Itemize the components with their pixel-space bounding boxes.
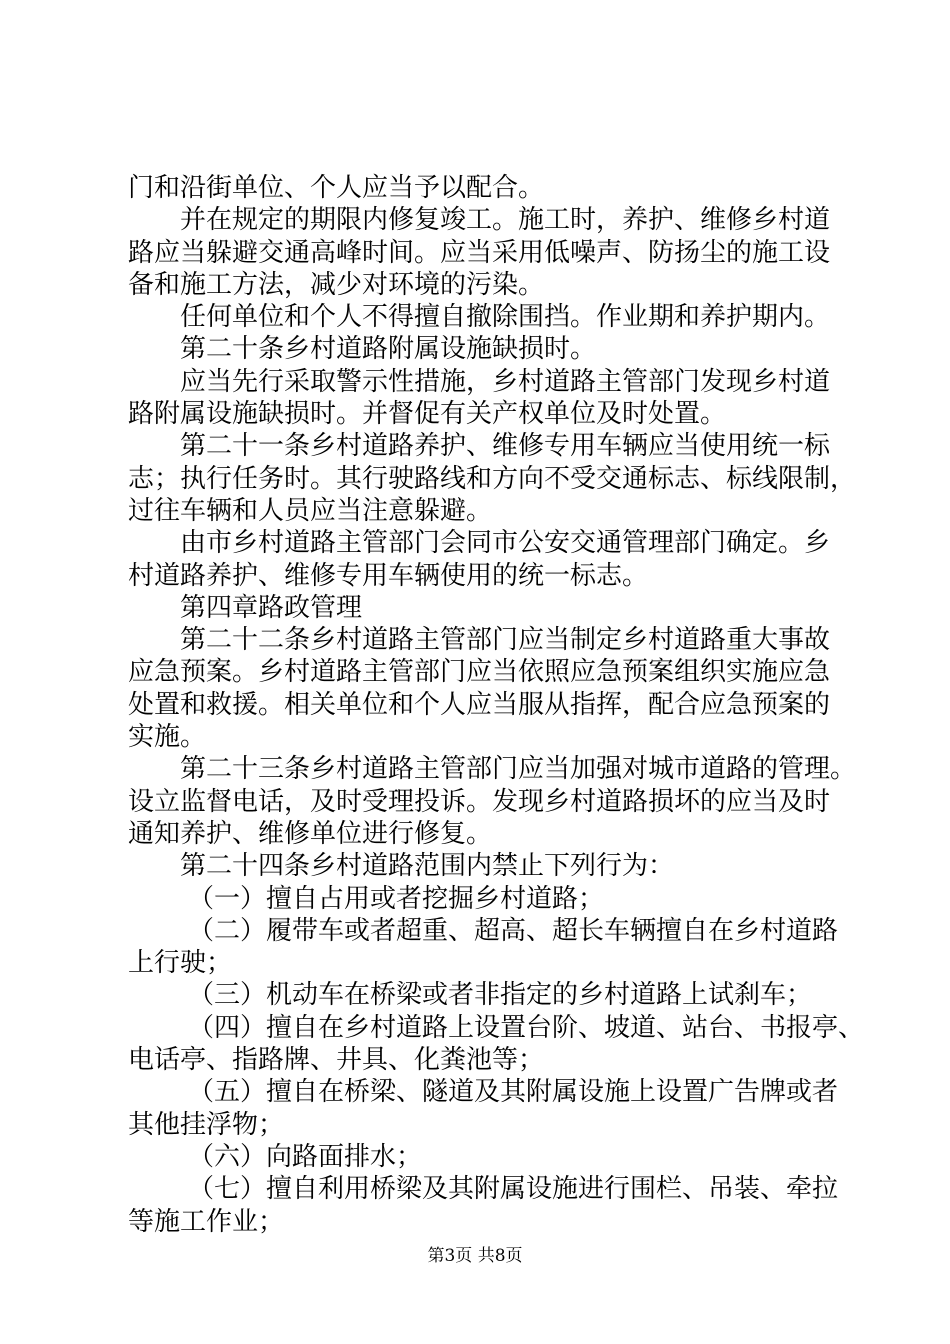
- text-line: 第二十条乡村道路附属设施缺损时。: [180, 334, 597, 365]
- text-line: 由市乡村道路主管部门会同市公安交通管理部门确定。乡: [180, 528, 831, 559]
- text-line: 村道路养护、维修专用车辆使用的统一标志。: [128, 560, 649, 591]
- text-line: 第二十二条乡村道路主管部门应当制定乡村道路重大事故: [180, 625, 831, 656]
- text-line: 其他挂浮物；: [128, 1109, 285, 1140]
- text-line: 备和施工方法，减少对环境的污染。: [128, 269, 545, 300]
- text-line: 应当先行采取警示性措施，乡村道路主管部门发现乡村道: [180, 366, 831, 397]
- text-line: （四）擅自在乡村道路上设置台阶、坡道、站台、书报亭、: [188, 1012, 865, 1043]
- text-line: （五）擅自在桥梁、隧道及其附属设施上设置广告牌或者: [188, 1077, 839, 1108]
- text-line: （一）擅自占用或者挖掘乡村道路；: [188, 883, 605, 914]
- text-line: （六）向路面排水；: [188, 1141, 423, 1172]
- text-line: （七）擅自利用桥梁及其附属设施进行围栏、吊装、牵拉: [188, 1174, 839, 1205]
- text-line: 处置和救援。相关单位和个人应当服从指挥，配合应急预案的: [128, 689, 831, 720]
- text-line: （三）机动车在桥梁或者非指定的乡村道路上试刹车；: [188, 980, 813, 1011]
- text-line: 并在规定的期限内修复竣工。施工时，养护、维修乡村道: [180, 205, 831, 236]
- text-line: 志；执行任务时。其行驶路线和方向不受交通标志、标线限制，: [128, 463, 857, 494]
- text-line: 设立监督电话，及时受理投诉。发现乡村道路损坏的应当及时: [128, 786, 831, 817]
- text-line: 任何单位和个人不得擅自撤除围挡。作业期和养护期内。: [180, 302, 831, 333]
- text-line: 第四章路政管理: [180, 592, 363, 623]
- document-body: [128, 172, 865, 1238]
- text-line: 上行驶；: [128, 948, 233, 979]
- text-line: 第二十四条乡村道路范围内禁止下列行为：: [180, 851, 675, 882]
- text-line: 门和沿街单位、个人应当予以配合。: [128, 173, 545, 203]
- text-line: 第二十三条乡村道路主管部门应当加强对城市道路的管理。: [180, 754, 857, 785]
- text-line: 应急预案。乡村道路主管部门应当依照应急预案组织实施应急: [128, 657, 831, 688]
- text-line: 实施。: [128, 722, 207, 753]
- text-line: 路附属设施缺损时。并督促有关产权单位及时处置。: [128, 399, 727, 430]
- text-line: 电话亭、指路牌、井具、化粪池等；: [128, 1045, 545, 1076]
- text-line: 路应当躲避交通高峰时间。应当采用低噪声、防扬尘的施工设: [128, 237, 831, 268]
- text-line: 第二十一条乡村道路养护、维修专用车辆应当使用统一标: [180, 431, 831, 462]
- text-line: 等施工作业；: [128, 1206, 285, 1237]
- text-line: 过往车辆和人员应当注意躲避。: [128, 495, 493, 526]
- text-line: 通知养护、维修单位进行修复。: [128, 818, 493, 849]
- page-footer: 第3页 共8页: [427, 1246, 523, 1266]
- text-line: （二）履带车或者超重、超高、超长车辆擅自在乡村道路: [188, 915, 839, 946]
